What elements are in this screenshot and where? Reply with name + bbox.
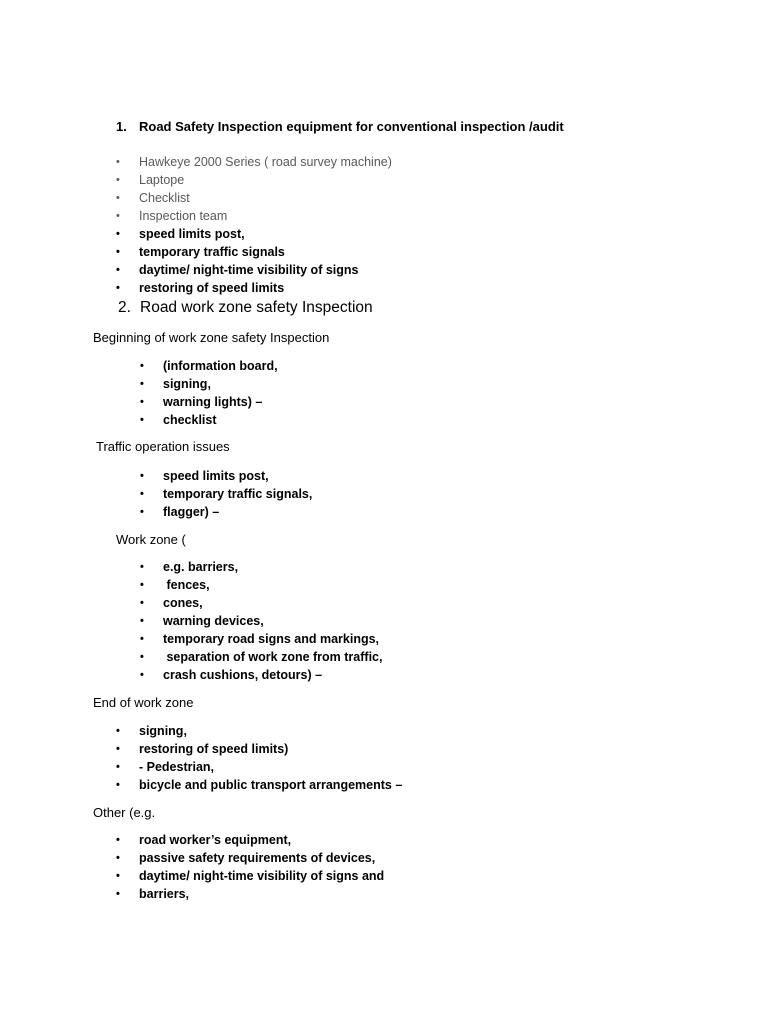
bullet-icon: • [116, 228, 120, 240]
document-page: 1. Road Safety Inspection equipment for conventional inspection /audit • Hawkeye 2000 Series ( road survey machine) • Laptope • Checklist • Inspection team • speed limits post, • temporary traffic signals • daytime/ night-time visibility of signs • restoring of speed limits 2. Road work zone safety Inspection Beginning of work zone safety Inspection • (information board, • signing, • warning lights) – • checklist Traffic operation issues • speed limits post, • temporary traffic signals, • flagger) – Work zone ( • e.g. barriers, • fences, • cones, • warning devices, • temporary road signs and markings, • separation of work zone from traffic, • crash cushions, detours) – End of work zone • signing, • restoring of speed limits) • - Pedestrian, • bicycle and public transport arrangements – Other (e.g. • road worker’s equipment, • passive safety requirements of devices, • daytime/ night-time visibility of signs and • barriers, [93, 119, 564, 901]
bullet-icon: • [116, 852, 120, 864]
section-1-number: 1. [116, 119, 127, 134]
bullet-icon: • [116, 761, 120, 773]
bullet-icon: • [140, 561, 144, 573]
bullet-icon: • [116, 743, 120, 755]
bullet-icon: • [116, 192, 120, 204]
bullet-icon: • [140, 651, 144, 663]
bullet-icon: • [140, 506, 144, 518]
section-2-title: Road work zone safety Inspection [140, 299, 373, 316]
bullet-icon: • [116, 834, 120, 846]
section-1-heading [116, 119, 564, 134]
bullet-icon: • [116, 264, 120, 276]
section-2-heading [118, 299, 373, 317]
bullet-icon: • [140, 579, 144, 591]
bullet-icon: • [116, 725, 120, 737]
other-label: Other (e.g. [93, 805, 156, 820]
traffic-label: Traffic operation issues [96, 439, 230, 454]
bullet-icon: • [116, 246, 120, 258]
bullet-icon: • [140, 360, 144, 372]
bullet-icon: • [140, 633, 144, 645]
bullet-icon: • [116, 156, 120, 168]
beginning-label: Beginning of work zone safety Inspection [93, 330, 330, 345]
bullet-icon: • [140, 669, 144, 681]
bullet-icon: • [116, 888, 120, 900]
bullet-icon: • [140, 470, 144, 482]
bullet-icon: • [140, 597, 144, 609]
bullet-icon: • [140, 396, 144, 408]
bullet-icon: • [116, 210, 120, 222]
bullet-icon: • [140, 378, 144, 390]
bullet-icon: • [140, 615, 144, 627]
bullet-icon: • [116, 282, 120, 294]
endzone-label: End of work zone [93, 695, 194, 710]
bullet-icon: • [116, 870, 120, 882]
bullet-icon: • [116, 174, 120, 186]
section-2-number: 2. [118, 299, 131, 316]
bullet-icon: • [140, 488, 144, 500]
workzone-label: Work zone ( [116, 532, 186, 547]
bullet-icon: • [140, 414, 144, 426]
bullet-icon: • [116, 779, 120, 791]
section-1-title: Road Safety Inspection equipment for conventional inspection /audit [139, 119, 564, 134]
